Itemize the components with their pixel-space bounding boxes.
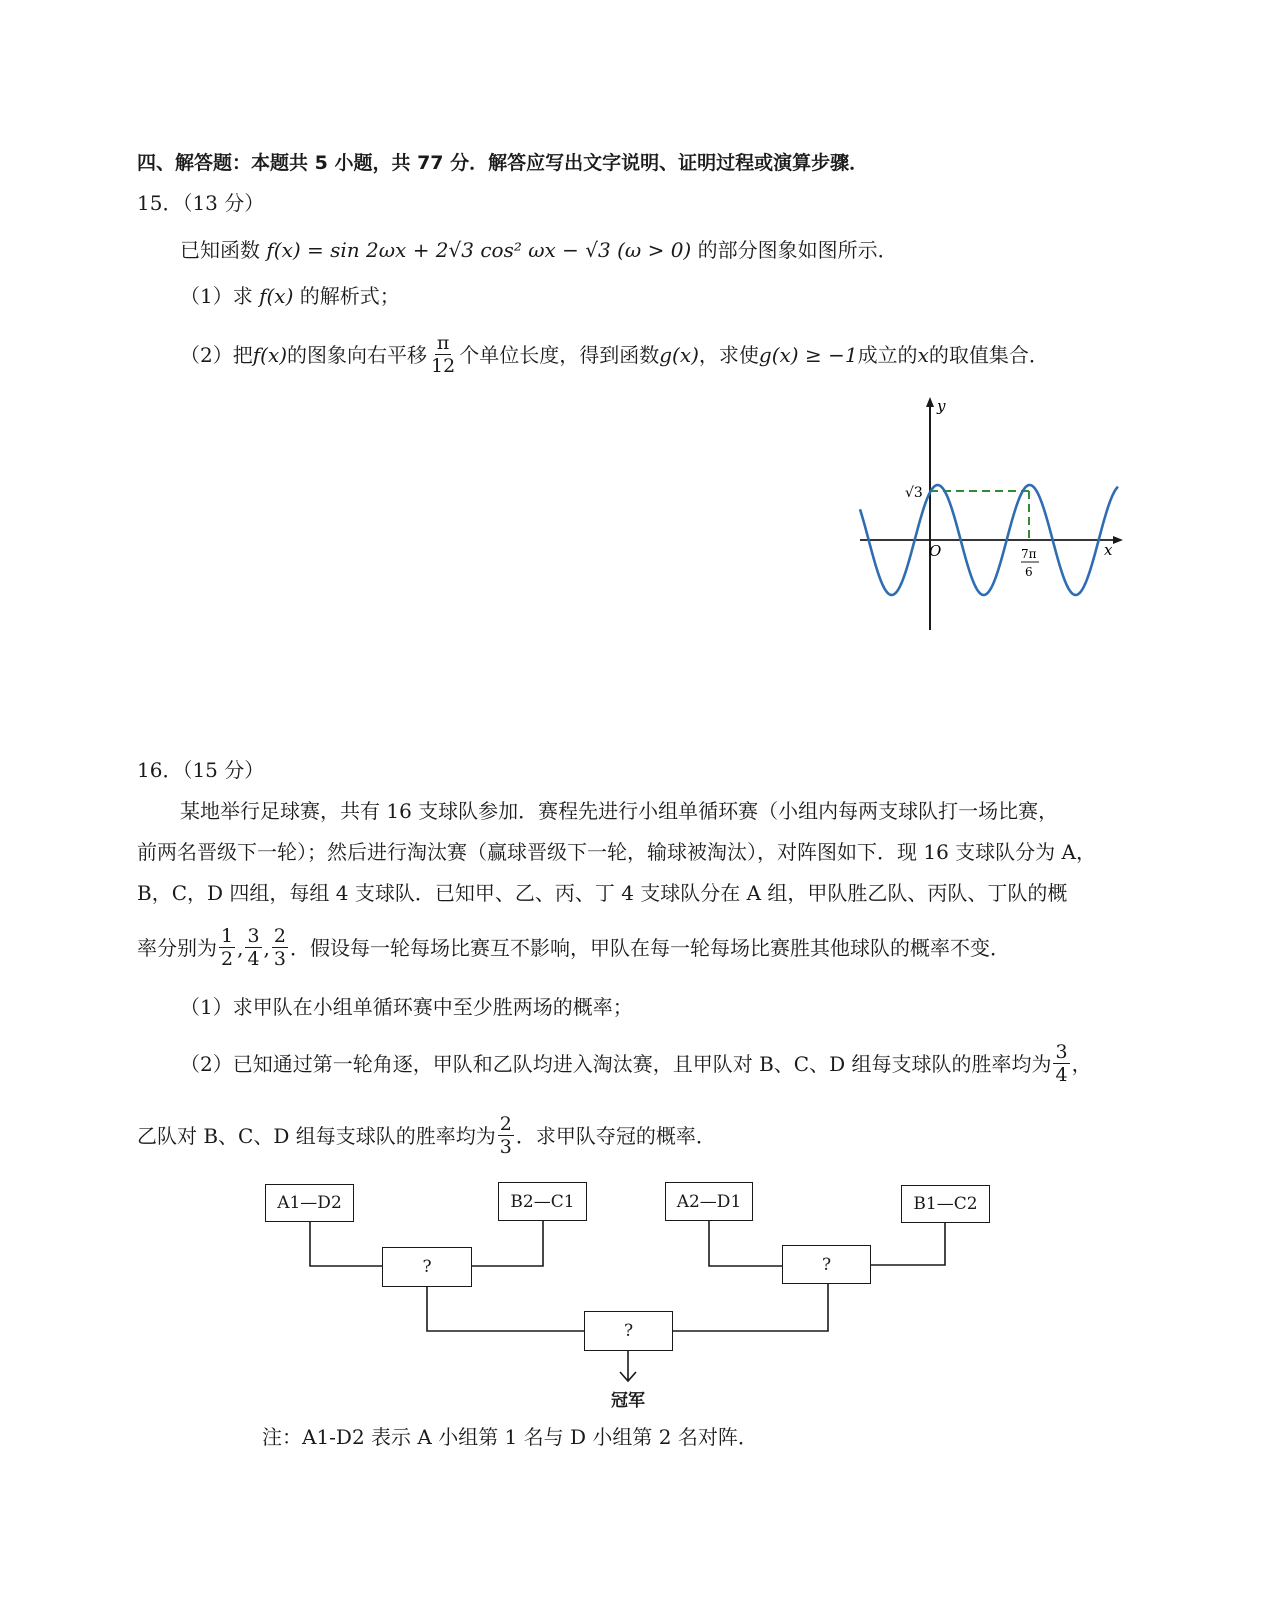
p-jia-numerator: 3 <box>1055 1041 1068 1063</box>
q15-function-expression: f(x) = sin 2ωx + 2√3 cos² ωx − √3 (ω > 0) <box>266 238 692 262</box>
q15-shift-numerator: π <box>436 332 450 354</box>
tick-6-denominator: 6 <box>1025 565 1033 579</box>
q16-para1: 某地举行足球赛，共有 16 支球队参加．赛程先进行小组单循环赛（小组内每两支球队打一场比赛， <box>180 799 1059 823</box>
origin-label: O <box>929 542 942 560</box>
q16-part1: （1）求甲队在小组单循环赛中至少胜两场的概率； <box>180 995 633 1019</box>
semifinal-right: ? <box>782 1245 871 1284</box>
prob-1-denominator: 2 <box>221 948 234 970</box>
q16-part2-text: （2）已知通过第一轮角逐，甲队和乙队均进入淘汰赛，且甲队对 B、C、D 组每支球队的胜率均为 <box>180 1051 1052 1076</box>
q15-part2-x: x <box>917 342 929 367</box>
q16-para4-suffix: ．假设每一轮每场比赛互不影响，甲队在每一轮每场比赛胜其他球队的概率不变． <box>290 935 1010 960</box>
q16-para3: B，C，D 四组，每组 4 支球队．已知甲、乙、丙、丁 4 支球队分在 A 组，甲队胜乙队、丙队、丁队的概 <box>137 881 1068 905</box>
semifinal-left: ? <box>382 1247 472 1287</box>
match-b2-c1: B2—C1 <box>498 1182 587 1221</box>
q15-number: 15．（13 分） <box>137 191 265 215</box>
q15-part2-mid2: 个单位长度，得到函数 <box>459 342 660 367</box>
q16-part2-line2-prefix: 乙队对 B、C、D 组每支球队的胜率均为 <box>137 1123 496 1148</box>
prob-1-numerator: 1 <box>221 925 234 947</box>
q15-part2-mid4: 成立的 <box>857 342 918 367</box>
comma-sep: , <box>263 935 270 960</box>
q16-para4-prefix: 率分别为 <box>137 935 217 960</box>
q15-intro-prefix: 已知函数 <box>180 238 260 262</box>
q15-part1-prefix: （1）求 <box>180 284 253 308</box>
q16-para2: 前两名晋级下一轮）；然后进行淘汰赛（赢球晋级下一轮，输球被淘汰），对阵图如下．现 16 支球队分为 A， <box>137 840 1096 864</box>
prob-2-numerator: 3 <box>247 925 260 947</box>
match-b1-c2: B1—C2 <box>901 1185 990 1223</box>
tick-7pi-numerator: 7π <box>1021 547 1037 561</box>
q15-part2-suffix: 的取值集合． <box>928 342 1049 367</box>
y-axis-label: y <box>937 397 946 415</box>
p-yi-numerator: 2 <box>499 1113 512 1135</box>
q15-part1-suffix: 的解析式； <box>299 284 400 308</box>
q16-number: 16．（15 分） <box>137 758 265 782</box>
q16-part2-line2-suffix: ．求甲队夺冠的概率． <box>515 1123 716 1148</box>
q16-note: 注：A1-D2 表示 A 小组第 1 名与 D 小组第 2 名对阵． <box>262 1425 758 1449</box>
q16-part2-comma: ， <box>1071 1051 1092 1076</box>
q15-intro-suffix: 的部分图象如图所示． <box>697 238 898 262</box>
q15-part2-mid3: ，求使 <box>698 342 759 367</box>
final-match: ? <box>584 1311 673 1351</box>
x-axis-label: x <box>1104 541 1113 559</box>
champion-label: 冠军 <box>611 1391 645 1411</box>
q15-part2-prefix: （2）把 <box>180 342 253 367</box>
sqrt3-label: √3 <box>905 485 923 501</box>
prob-3-numerator: 2 <box>273 925 286 947</box>
comma-sep: , <box>237 935 244 960</box>
match-a2-d1: A2—D1 <box>665 1182 753 1221</box>
connector-b2c1 <box>472 1221 543 1266</box>
connector-semi-left <box>427 1287 584 1331</box>
q15-part1-fx: f(x) <box>259 284 294 308</box>
q15-shift-denominator: 12 <box>431 355 456 377</box>
q15-part2-gx: g(x) <box>659 342 699 367</box>
prob-3-denominator: 3 <box>273 948 286 970</box>
q15-part2-mid1: 的图象向右平移 <box>287 342 428 367</box>
q15-part2-inequality: g(x) ≥ −1 <box>758 342 858 367</box>
p-yi-denominator: 3 <box>499 1136 512 1158</box>
prob-2-denominator: 4 <box>247 948 260 970</box>
p-jia-denominator: 4 <box>1055 1064 1068 1086</box>
connector-b1c2 <box>871 1223 945 1265</box>
q15-part2-fx: f(x) <box>252 342 288 367</box>
section-title: 四、解答题：本题共 5 小题，共 77 分．解答应写出文字说明、证明过程或演算步骤． <box>137 152 869 174</box>
match-a1-d2: A1—D2 <box>265 1184 354 1222</box>
connector-a2d1 <box>709 1221 782 1266</box>
connector-a1d2 <box>310 1222 382 1266</box>
connector-semi-right <box>673 1284 828 1331</box>
